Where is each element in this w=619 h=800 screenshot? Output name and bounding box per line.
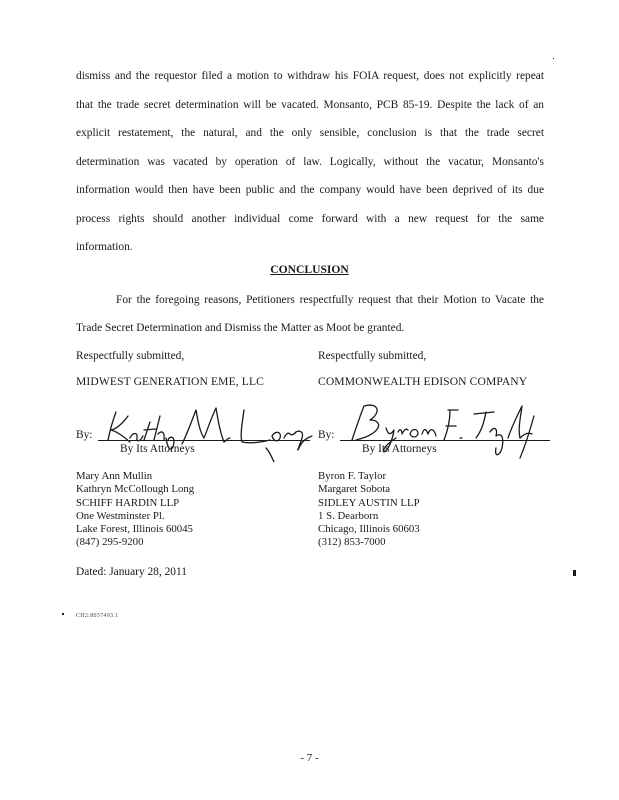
left-address-line: SCHIFF HARDIN LLP [76,496,180,509]
body-line: dismiss and the requestor filed a motion to withdraw his FOIA request, does not explicitly repeat [76,70,544,82]
right-address-line: Margaret Sobota [318,483,391,496]
left-address-line: Lake Forest, Illinois 60045 [76,523,193,536]
left-address-line: (847) 295-9200 [76,536,144,549]
right-closing: Respectfully submitted, [318,350,427,362]
right-by-label: By: [318,429,335,441]
scan-speck [553,58,554,59]
right-address-line: (312) 853-7000 [318,536,386,549]
conclusion-line: For the foregoing reasons, Petitioners respectfully request that their Motion to Vacate the [116,294,544,306]
page-number: - 7 - [300,752,319,764]
body-line: information. [76,241,133,253]
left-address-line: Mary Ann Mullin [76,470,153,482]
body-paragraph [76,68,544,268]
conclusion-line: Trade Secret Determination and Dismiss the Matter as Moot be granted. [76,322,405,334]
conclusion-paragraph [76,292,544,348]
left-by-label: By: [76,429,93,441]
body-line: process rights should another individual come forward with a new request for the same [76,212,544,225]
left-attorneys-label: By Its Attorneys [120,443,195,455]
scan-speck [573,570,576,576]
scan-speck [62,613,64,615]
conclusion-heading: CONCLUSION [270,263,349,276]
left-address-block [76,470,194,550]
right-address-line: Byron F. Taylor [318,470,387,482]
body-line: information would then have been public and the company would have been deprived of its due [76,184,544,196]
body-line: explicit restatement, the natural, and the only sensible, conclusion is that the trade secret [76,127,544,139]
left-handwritten-signature [100,402,315,462]
right-handwritten-signature [338,398,553,460]
body-line: determination was vacated by operation of law. Logically, without the vacatur, Monsanto's [76,155,544,168]
document-id: CH2:8037493.1 [76,613,119,619]
right-address-line: 1 S. Dearborn [318,509,379,522]
right-company-name: COMMONWEALTH EDISON COMPANY [318,375,528,388]
right-address-block [318,470,420,550]
left-address-line: Kathryn McCollough Long [76,483,195,496]
body-line: that the trade secret determination will be vacated. Monsanto, PCB 85-19. Despite the lack of an [76,98,544,111]
right-address-line: Chicago, Illinois 60603 [318,523,420,536]
left-company-name: MIDWEST GENERATION EME, LLC [76,375,264,388]
dated-line: Dated: January 28, 2011 [76,566,187,578]
right-address-line: SIDLEY AUSTIN LLP [318,496,420,509]
left-address-line: One Westminster Pl. [76,509,165,522]
right-attorneys-label: By Its Attorneys [362,443,437,455]
left-closing: Respectfully submitted, [76,350,185,362]
